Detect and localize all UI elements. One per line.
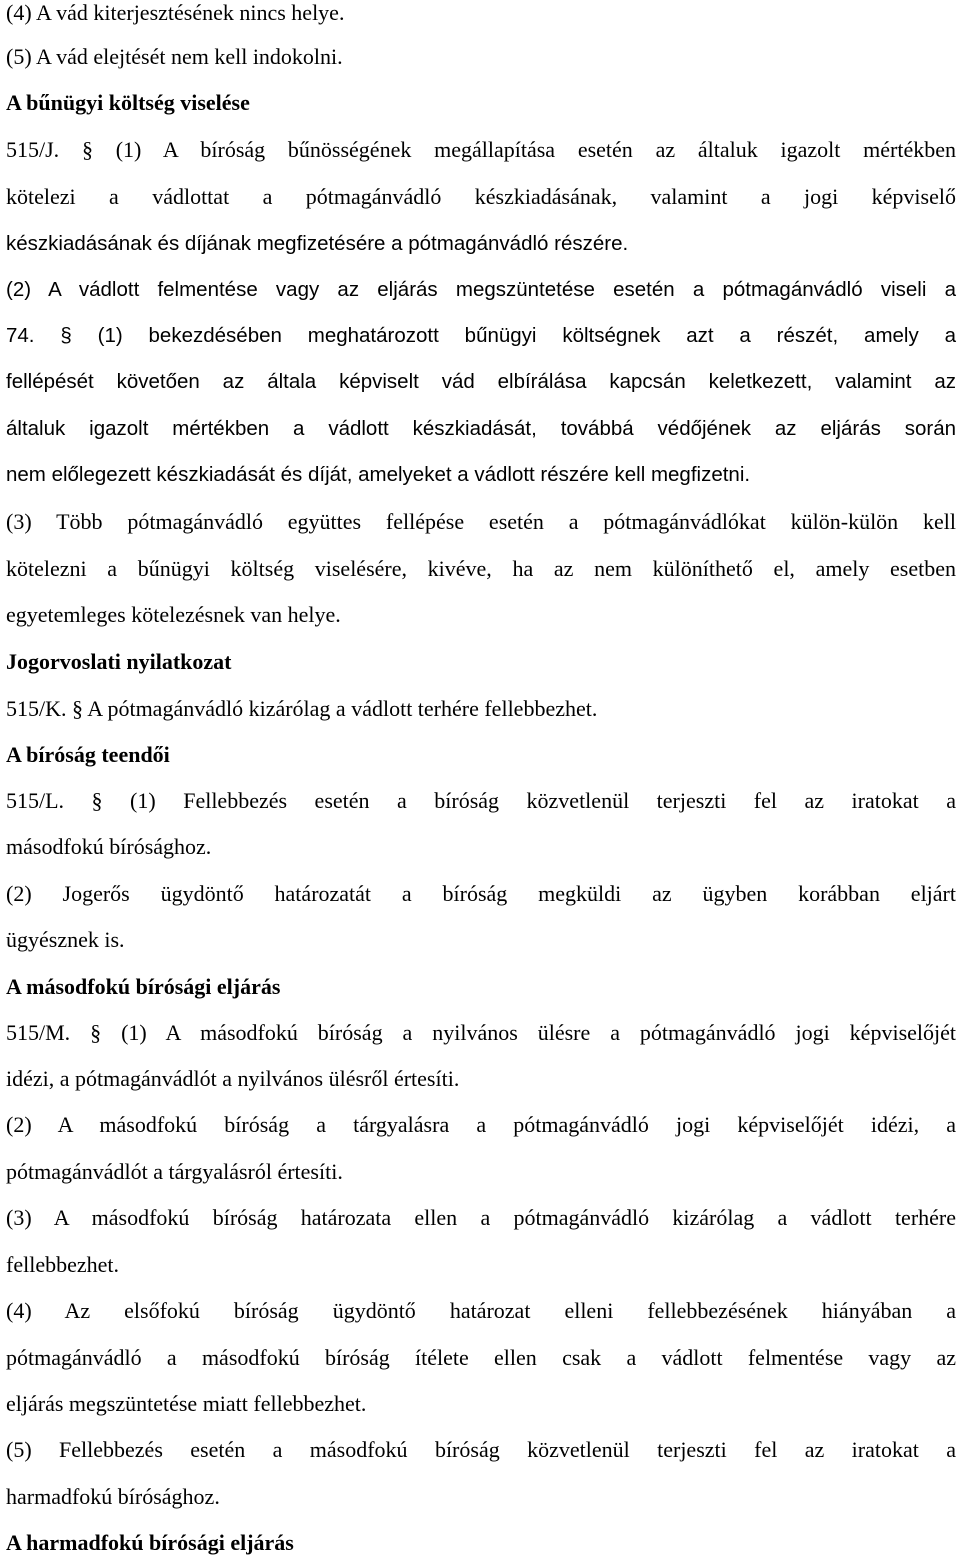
section-515m-line-1: 515/M. § (1) A másodfokú bíróság a nyilvános ülésre a pótmagánvádló jogi képviselőjét <box>6 1020 956 1045</box>
section-515m-5-line-1: (5) Fellebbezés esetén a másodfokú bíróság közvetlenül terjeszti fel az iratokat a <box>6 1437 956 1462</box>
section-heading-bunugyi-koltseg: A bűnügyi költség viselése <box>6 90 250 115</box>
section-515j-2-line-3: fellépését követően az általa képviselt vád elbírálása kapcsán keletkezett, valamint az <box>6 370 956 393</box>
section-515j-line-1: 515/J. § (1) A bíróság bűnösségének megállapítása esetén az általuk igazolt mértékben <box>6 137 956 162</box>
section-515m-4-line-1: (4) Az elsőfokú bíróság ügydöntő határozat elleni fellebbezésének hiányában a <box>6 1298 956 1323</box>
section-515j-line-2: kötelezi a vádlottat a pótmagánvádló készkiadásának, valamint a jogi képviselő <box>6 184 956 209</box>
section-515l-line-2: másodfokú bírósághoz. <box>6 834 212 859</box>
section-heading-harmadfoku: A harmadfokú bírósági eljárás <box>6 1530 294 1555</box>
section-515j-2-line-5: nem előlegezett készkiadását és díját, amelyeket a vádlott részére kell megfizetni. <box>6 463 751 486</box>
section-heading-masodfoku: A másodfokú bírósági eljárás <box>6 974 281 999</box>
paragraph-5-vad-elejtes: (5) A vád elejtését nem kell indokolni. <box>6 44 343 69</box>
paragraph-4-vad-kiterjesztes: (4) A vád kiterjesztésének nincs helye. <box>6 0 345 25</box>
section-515j-3-line-2: kötelezni a bűnügyi költség viselésére, kivéve, ha az nem különíthető el, amely esetben <box>6 556 956 581</box>
section-heading-birosag-teendoi: A bíróság teendői <box>6 742 170 767</box>
section-515m-2-line-2: pótmagánvádlót a tárgyalásról értesíti. <box>6 1159 343 1184</box>
section-515k: 515/K. § A pótmagánvádló kizárólag a vádlott terhére fellebbezhet. <box>6 696 598 721</box>
section-515j-2-line-2: 74. § (1) bekezdésében meghatározott bűnügyi költségnek azt a részét, amely a <box>6 324 956 347</box>
section-515m-3-line-2: fellebbezhet. <box>6 1252 119 1277</box>
section-515j-3-line-3: egyetemleges kötelezésnek van helye. <box>6 602 341 627</box>
section-heading-jogorvoslati: Jogorvoslati nyilatkozat <box>6 649 232 674</box>
section-515j-line-3: készkiadásának és díjának megfizetésére a pótmagánvádló részére. <box>6 232 629 255</box>
section-515m-4-line-2: pótmagánvádló a másodfokú bíróság ítélete ellen csak a vádlott felmentése vagy az <box>6 1345 956 1370</box>
section-515j-2-line-1: (2) A vádlott felmentése vagy az eljárás megszüntetése esetén a pótmagánvádló viseli a <box>6 278 956 301</box>
section-515m-4-line-3: eljárás megszüntetése miatt fellebbezhet. <box>6 1391 367 1416</box>
section-515j-3-line-1: (3) Több pótmagánvádló együttes fellépése esetén a pótmagánvádlókat külön-külön kell <box>6 509 956 534</box>
section-515l-2-line-1: (2) Jogerős ügydöntő határozatát a bíróság megküldi az ügyben korábban eljárt <box>6 881 956 906</box>
section-515j-2-line-4: általuk igazolt mértékben a vádlott készkiadását, továbbá védőjének az eljárás során <box>6 417 956 440</box>
section-515m-line-2: idézi, a pótmagánvádlót a nyilvános ülésről értesíti. <box>6 1066 460 1091</box>
section-515m-3-line-1: (3) A másodfokú bíróság határozata ellen a pótmagánvádló kizárólag a vádlott terhére <box>6 1205 956 1230</box>
section-515m-5-line-2: harmadfokú bírósághoz. <box>6 1484 220 1509</box>
section-515l-2-line-2: ügyésznek is. <box>6 927 125 952</box>
section-515m-2-line-1: (2) A másodfokú bíróság a tárgyalásra a pótmagánvádló jogi képviselőjét idézi, a <box>6 1112 956 1137</box>
section-515l-line-1: 515/L. § (1) Fellebbezés esetén a bíróság közvetlenül terjeszti fel az iratokat a <box>6 788 956 813</box>
